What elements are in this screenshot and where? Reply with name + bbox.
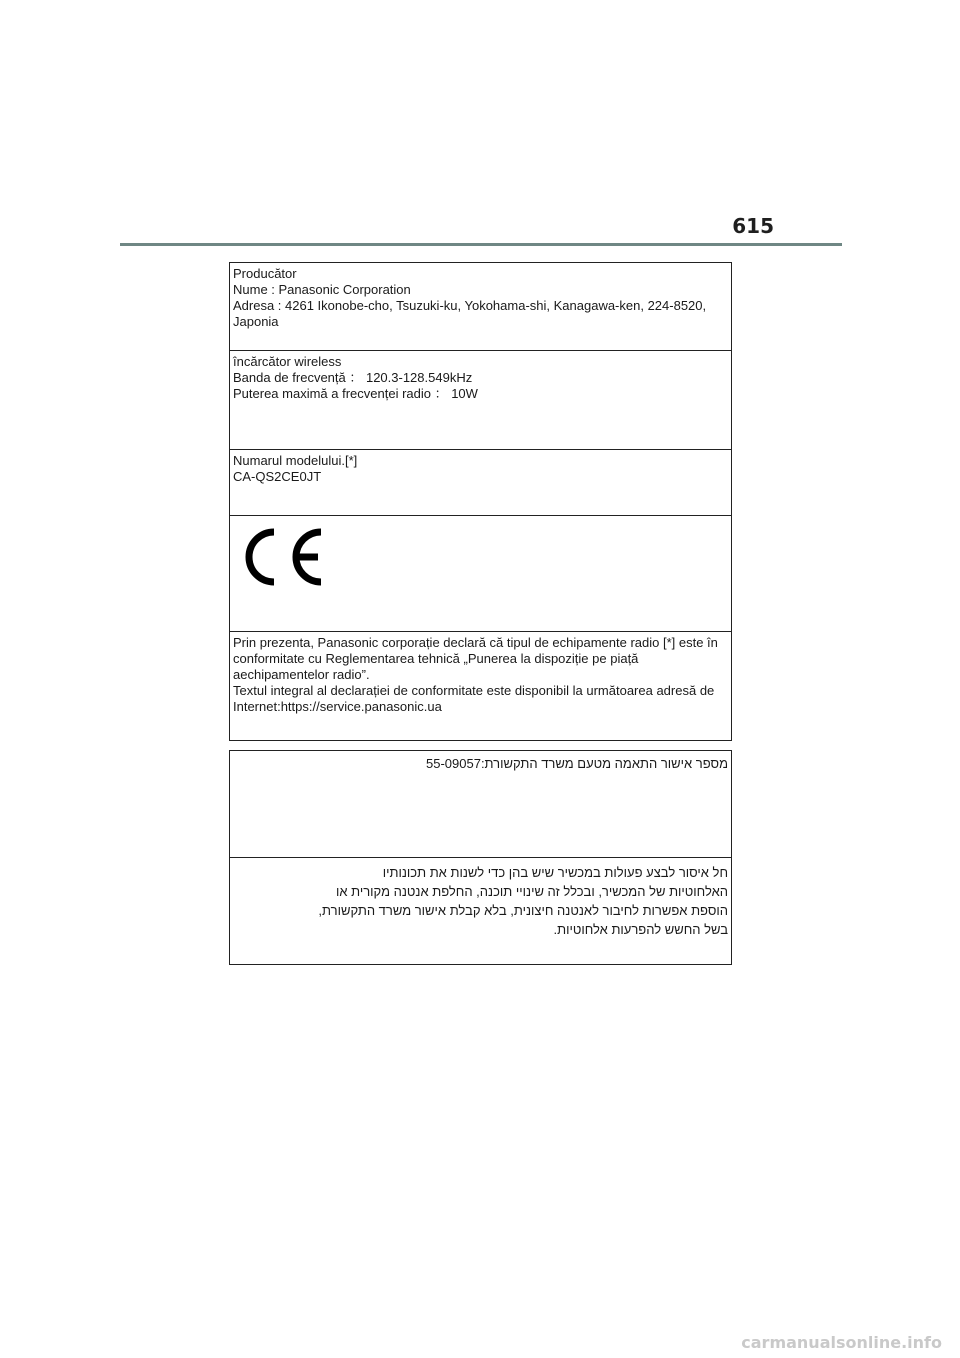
prohibition-line: האלחוטיות של המכשיר, ובכלל זה שינויי תוכנה, החלפת אנטנה מקורית או [335, 884, 728, 899]
romanian-declaration-table [229, 262, 732, 741]
manufacturer-address: Adresa : 4261 Ikonobe-cho, Tsuzuki-ku, Yokohama-shi, Kanagawa-ken, 224-8520, Japonia [233, 298, 707, 329]
header-rule [120, 243, 842, 246]
model-row [230, 450, 731, 516]
prohibition-line: חל איסור לבצע פעולות במכשיר שיש בהן כדי לשנות את תכונותיו [382, 865, 728, 880]
declaration-row [230, 632, 731, 741]
prohibition-row [230, 858, 731, 965]
max-power: Puterea maximă a frecvenței radio ： 10W [233, 386, 478, 401]
wireless-charger-row [230, 351, 731, 450]
frequency-band: Banda de frecvență ： 120.3-128.549kHz [233, 370, 473, 385]
declaration-url-text: Textul integral al declarației de conformitate este disponibil la următoarea adresă de Internet:https://service.panasonic.ua [233, 683, 715, 714]
wireless-heading: încărcător wireless [233, 354, 342, 369]
manufacturer-name: Nume : Panasonic Corporation [233, 282, 411, 297]
ce-mark-row [230, 516, 731, 632]
page-number: 615 [732, 214, 774, 238]
prohibition-line: הוספת אפשרות לחיבור לאנטנה חיצונית, בלא קבלת אישור משרד התקשורת, [318, 903, 728, 918]
model-heading: Numarul modelului.[*] [233, 453, 358, 468]
manufacturer-row [230, 263, 731, 351]
ce-mark-icon [240, 526, 324, 588]
watermark: carmanualsonline.info [741, 1333, 942, 1352]
approval-row [230, 751, 731, 858]
manufacturer-heading: Producător [233, 266, 297, 281]
model-value: CA-QS2CE0JT [233, 469, 322, 484]
prohibition-line: בשל החשש להפרעות אלחוטיות. [553, 922, 728, 937]
approval-number: מספר אישור התאמה מטעם משרד התקשורת:55-09057 [425, 756, 728, 771]
hebrew-notice-table [229, 750, 732, 965]
declaration-text: Prin prezenta, Panasonic corporație declară că tipul de echipamente radio [*] este în conformitate cu Reglementarea tehnică „Punerea la dispoziție pe piață aechipamentelor radio”. [233, 635, 718, 682]
